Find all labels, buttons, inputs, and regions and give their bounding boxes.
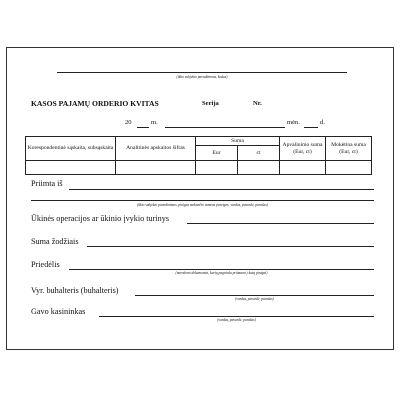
received-from-label: Priimta iš <box>31 179 63 188</box>
cell-paid[interactable] <box>326 161 372 175</box>
day-label: d. <box>320 119 325 126</box>
cashier-label: Gavo kasininkas <box>31 307 86 316</box>
number-label: Nr. <box>253 100 262 107</box>
month-label: mėn. <box>287 119 301 126</box>
year-prefix: 20 <box>125 119 132 126</box>
cashier-line[interactable] <box>99 316 374 317</box>
attachment-caption: (nurodomi dokumentai, kurių pagrindu priimami į kasą pinigai) <box>175 271 268 275</box>
col-paid: Mokėtina suma (Eur, ct) <box>326 137 372 161</box>
attachment-label: Priedėlis <box>31 260 60 269</box>
operation-line[interactable] <box>187 223 374 224</box>
col-correspondent: Korespondentinė sąskaita, subsąskaita <box>26 137 116 161</box>
cell-rounding[interactable] <box>280 161 326 175</box>
received-from-caption: (ūkio subjekto pavadinimas, pinigus mokančio asmens pareigos, vardas, pavardė, parašas) <box>137 203 268 207</box>
org-caption: (ūkio subjekto pavadinimas, kodas) <box>176 75 228 79</box>
form-title: KASOS PAJAMŲ ORDERIO KVITAS <box>31 99 159 108</box>
year-line[interactable] <box>137 127 149 128</box>
col-ct: ct <box>238 146 280 161</box>
received-from-line-2[interactable] <box>31 200 374 201</box>
year-suffix: m. <box>151 119 158 126</box>
day-line[interactable] <box>304 127 318 128</box>
series-label: Serija <box>202 100 219 107</box>
cashier-caption: (vardas, pavardė, parašas) <box>217 318 256 322</box>
received-from-line[interactable] <box>69 189 374 190</box>
cell-eur[interactable] <box>196 161 238 175</box>
org-line[interactable] <box>57 72 347 73</box>
operation-label: Ūkinės operacijos ar ūkinio įvykio turinys <box>31 214 170 223</box>
col-amount: Suma <box>196 137 280 146</box>
amount-words-line[interactable] <box>87 246 374 247</box>
attachment-line[interactable] <box>69 269 374 270</box>
accountant-line[interactable] <box>135 295 374 296</box>
receipt-form <box>6 47 394 350</box>
month-line[interactable] <box>165 127 285 128</box>
amounts-table <box>25 136 372 175</box>
cell-correspondent[interactable] <box>26 161 116 175</box>
col-eur: Eur <box>196 146 238 161</box>
amount-words-label: Suma žodžiais <box>31 237 79 246</box>
cell-ct[interactable] <box>238 161 280 175</box>
cell-analytics[interactable] <box>116 161 196 175</box>
col-rounding: Apvalinimo suma (Eur, ct) <box>280 137 326 161</box>
accountant-caption: (vardas, pavardė, parašas) <box>235 297 274 301</box>
accountant-label: Vyr. buhalteris (buhalteris) <box>31 286 119 295</box>
col-analytics: Analitinės apskaitos šifras <box>116 137 196 161</box>
